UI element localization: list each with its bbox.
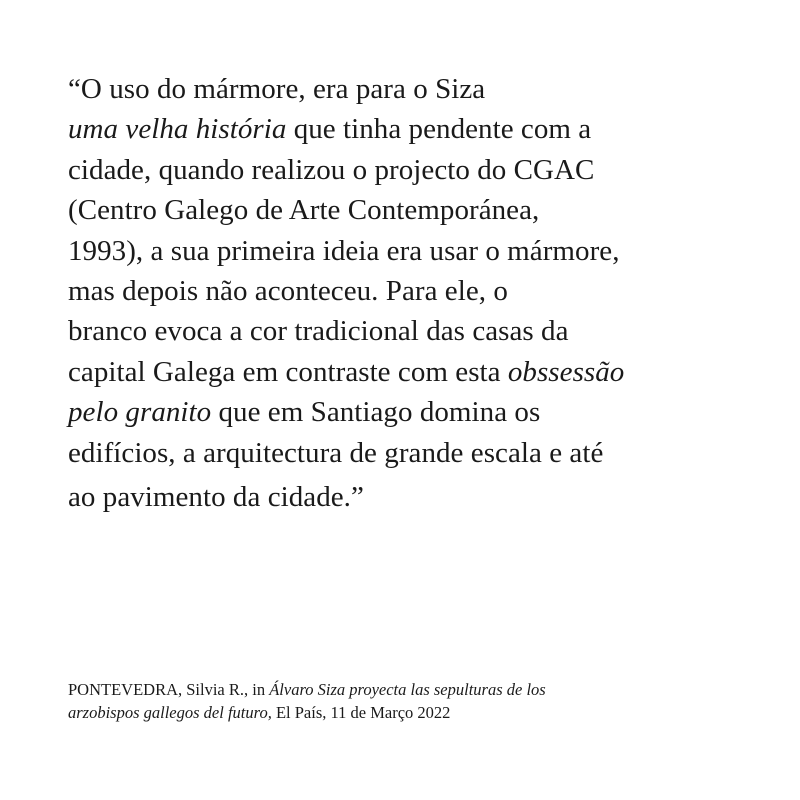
quote-text: capital Galega em contraste com esta <box>68 355 508 388</box>
citation-source: El País, 11 de Março 2022 <box>271 703 451 722</box>
quote-text: mas depois não aconteceu. Para ele, o <box>68 274 508 307</box>
quote-text: “O uso do mármore, era para o Siza <box>68 73 486 105</box>
citation-title: arzobispos gallegos del futuro, <box>68 703 272 722</box>
citation-line <box>68 678 768 701</box>
quote-line <box>68 150 758 190</box>
quote-line <box>68 392 758 432</box>
quote-line <box>68 477 758 517</box>
citation-author: PONTEVEDRA, Silvia R., in <box>68 680 270 699</box>
citation-line <box>68 701 768 724</box>
citation-title: Álvaro Siza proyecta las sepulturas de los <box>269 680 546 699</box>
quote-text: ao pavimento da cidade.” <box>68 480 364 513</box>
quote-line <box>68 311 758 351</box>
quote-text: branco evoca a cor tradicional das casas da <box>68 315 569 348</box>
quote-line <box>68 352 758 392</box>
quote-line <box>68 190 758 230</box>
quote-emphasis: uma velha história <box>68 113 287 146</box>
quote-line <box>68 271 758 311</box>
quote-text: que tinha pendente com a <box>286 113 592 146</box>
quote-emphasis: obssessão <box>507 355 625 388</box>
quote-line <box>68 109 758 149</box>
quote-line <box>68 231 758 271</box>
quote-text: que em Santiago domina os <box>211 396 541 429</box>
quote-line <box>68 433 758 473</box>
quote-emphasis: pelo granito <box>68 396 212 429</box>
quote-text: edifícios, a arquitectura de grande escala e até <box>68 436 604 469</box>
quote-block <box>68 69 758 517</box>
citation-block <box>68 678 768 724</box>
quote-line <box>68 69 758 109</box>
quote-text: 1993), a sua primeira ideia era usar o mármore, <box>68 234 620 267</box>
quote-text: cidade, quando realizou o projecto do CGAC <box>68 153 595 186</box>
quote-text: (Centro Galego de Arte Contemporánea, <box>68 194 540 227</box>
